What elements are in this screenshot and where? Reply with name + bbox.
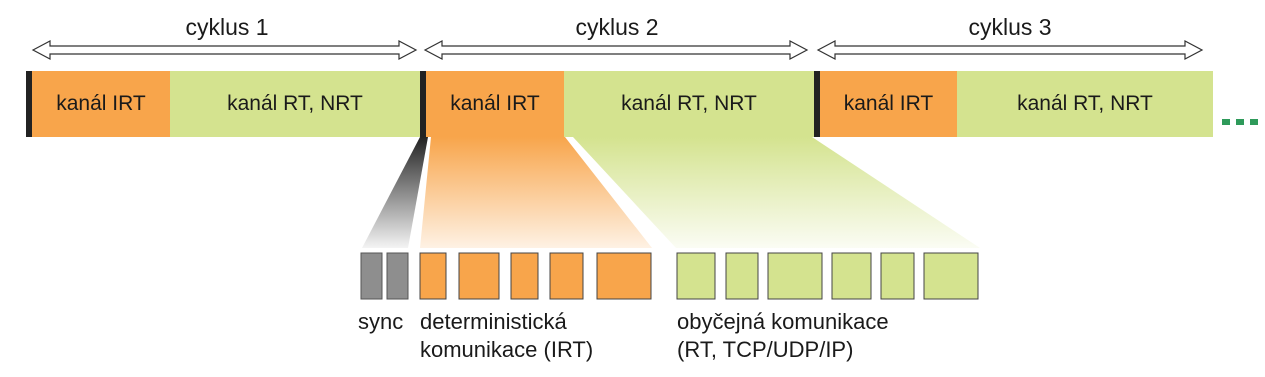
sync-blocks bbox=[361, 253, 408, 299]
continuation-dots bbox=[1222, 119, 1258, 125]
cycle-1-irt-label: kanál IRT bbox=[56, 92, 146, 115]
cycle-2-rt-label: kanál RT, NRT bbox=[621, 92, 757, 115]
cycle-3-rt-label: kanál RT, NRT bbox=[1017, 92, 1153, 115]
cycle-2-irt-label: kanál IRT bbox=[450, 92, 540, 115]
nrt-legend-line1: obyčejná komunikace bbox=[677, 309, 889, 334]
irt-legend-line1: deterministická bbox=[420, 309, 567, 334]
cycle-1-label: cyklus 1 bbox=[185, 14, 269, 40]
irt-legend-line2: komunikace (IRT) bbox=[420, 337, 594, 362]
cycle-1-rt-label: kanál RT, NRT bbox=[227, 92, 363, 115]
sync-legend: sync bbox=[358, 309, 404, 334]
irt-blocks bbox=[420, 253, 651, 299]
cycle-2-label: cyklus 2 bbox=[575, 14, 659, 40]
cycle-3-arrow bbox=[818, 41, 1202, 59]
cycle-3-irt-label: kanál IRT bbox=[843, 92, 934, 115]
cycle-3-label: cyklus 3 bbox=[968, 14, 1052, 40]
cycle-2-arrow bbox=[425, 41, 807, 59]
nrt-blocks bbox=[677, 253, 978, 299]
nrt-legend-line2: (RT, TCP/UDP/IP) bbox=[677, 337, 854, 362]
cycle-1-arrow bbox=[33, 41, 416, 59]
sync-funnel bbox=[362, 137, 428, 248]
